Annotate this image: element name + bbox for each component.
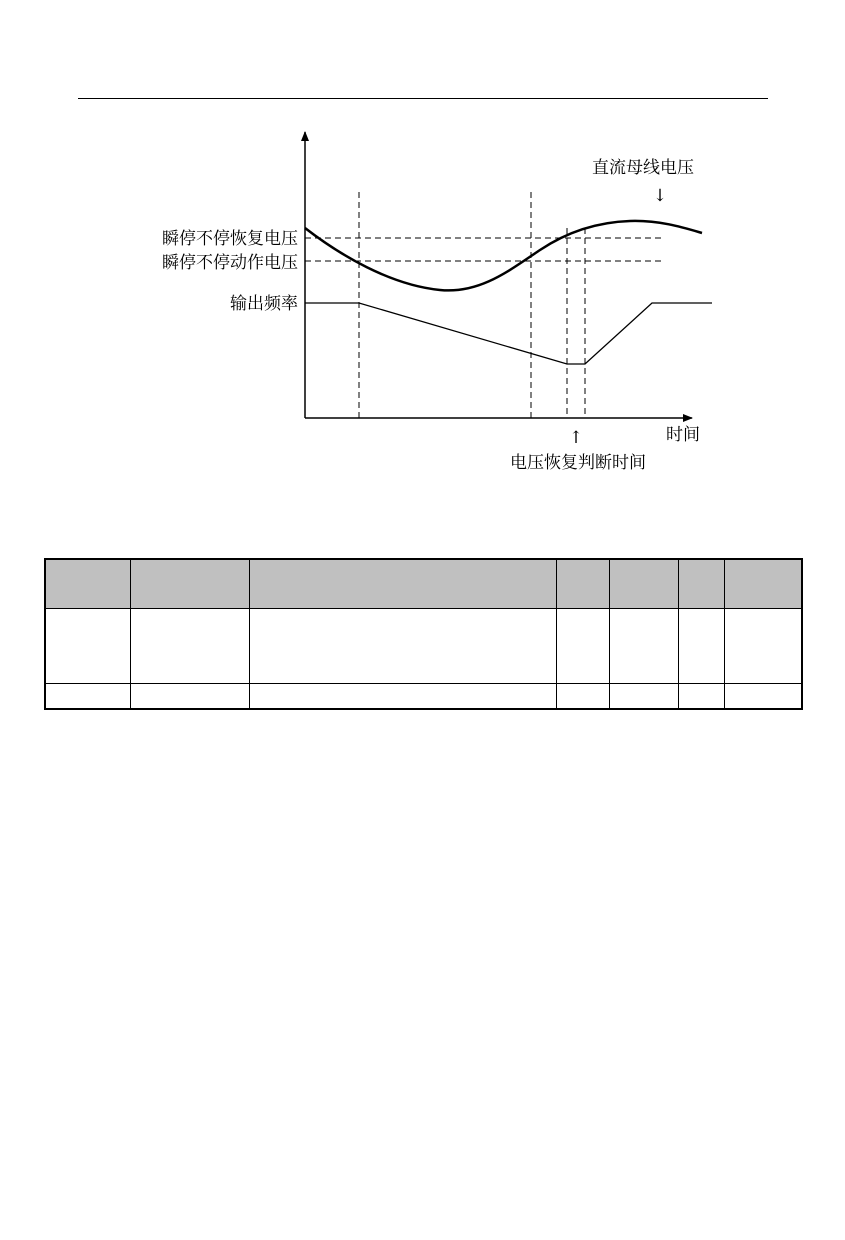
table-row [45, 684, 802, 710]
table-cell [609, 684, 678, 710]
table-cell [249, 684, 556, 710]
table-header-cell [678, 559, 724, 609]
table-cell [556, 609, 609, 684]
table-cell [130, 684, 249, 710]
table-row [45, 609, 802, 684]
table-cell [609, 609, 678, 684]
table-header-cell [556, 559, 609, 609]
judge-time-pointer: ↑ [568, 428, 584, 448]
output-frequency-label: 输出频率 [230, 294, 298, 314]
table-header-cell [724, 559, 802, 609]
table-cell [678, 609, 724, 684]
table-cell [249, 609, 556, 684]
table-header-cell [130, 559, 249, 609]
table-cell [130, 609, 249, 684]
time-axis-label: 时间 [666, 425, 700, 445]
table-header-cell [609, 559, 678, 609]
table-cell [45, 684, 130, 710]
voltage-recover-judge-time-label: 电压恢复判断时间 [510, 453, 646, 473]
output-frequency-curve [305, 303, 712, 364]
table-cell [556, 684, 609, 710]
dc-bus-voltage-pointer: ↓ [652, 186, 668, 206]
table-header-cell [45, 559, 130, 609]
recover-voltage-label: 瞬停不停恢复电压 [162, 229, 298, 249]
dc-bus-voltage-curve [305, 221, 702, 291]
table-header-row [45, 559, 802, 609]
action-voltage-label: 瞬停不停动作电压 [162, 253, 298, 273]
table-header-cell [249, 559, 556, 609]
table-cell [45, 609, 130, 684]
parameter-table [44, 558, 803, 710]
table-cell [678, 684, 724, 710]
dc-bus-voltage-label: 直流母线电压 [592, 158, 694, 178]
power-loss-ride-through-diagram [0, 0, 845, 520]
table-cell [724, 609, 802, 684]
table-cell [724, 684, 802, 710]
